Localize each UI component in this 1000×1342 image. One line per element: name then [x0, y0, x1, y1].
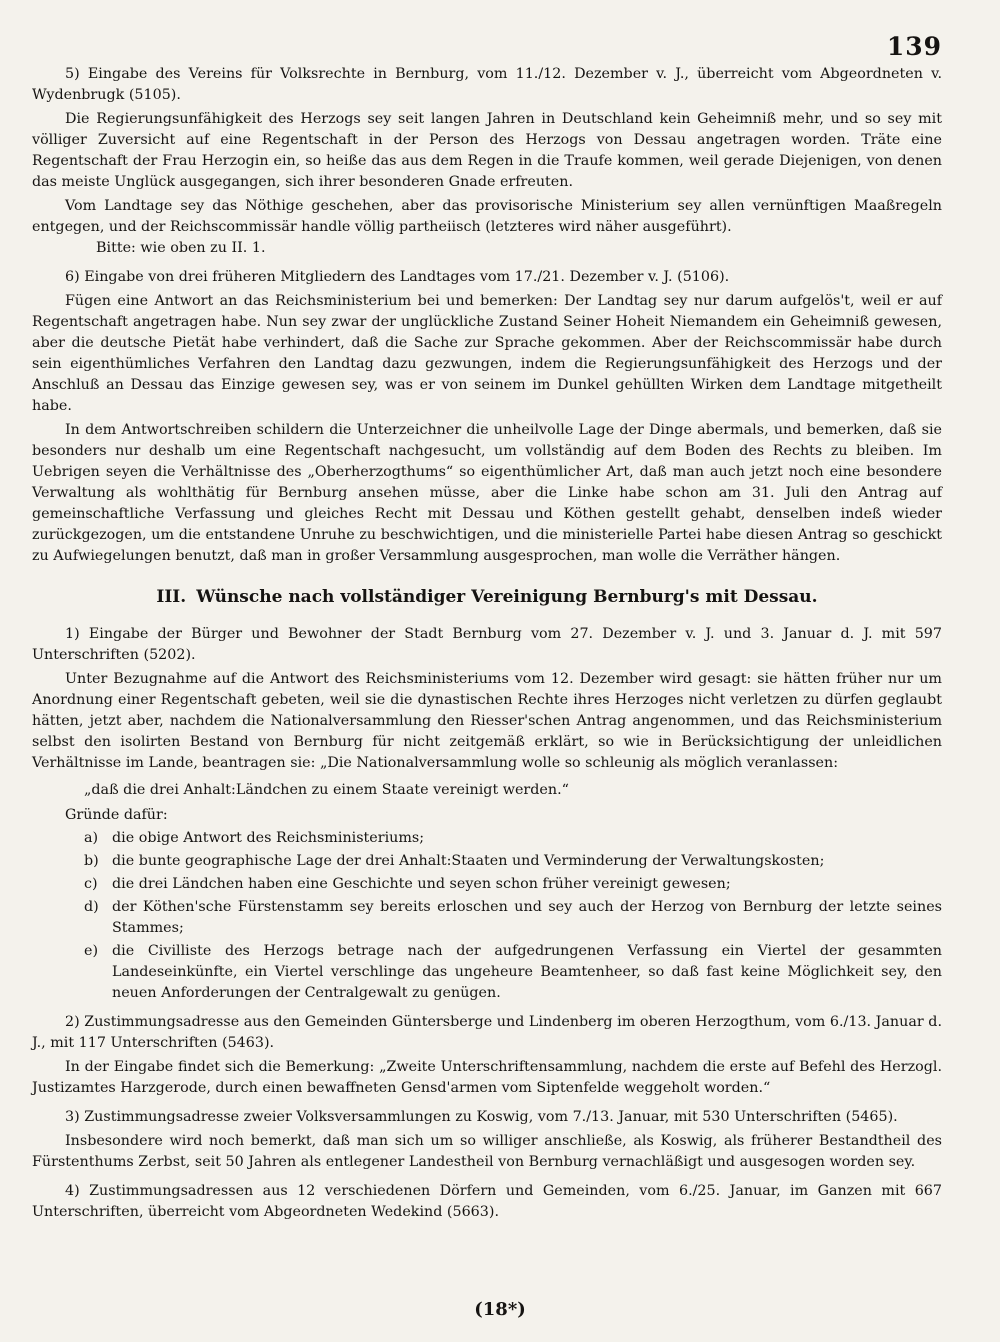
reason-item	[32, 874, 942, 895]
entry-heading: 1) Eingabe der Bürger und Bewohner der Stadt Bernburg vom 27. Dezember v. J. und 3. Januar d. J. mit 597 Unterschriften (5202).	[32, 626, 942, 663]
section-title: Wünsche nach vollständiger Vereinigung Bernburg's mit Dessau.	[196, 587, 818, 607]
entry-paragraph: In der Eingabe findet sich die Bemerkung: „Zweite Unterschriftensammlung, nachdem die erste auf Befehl des Herzogl. Justizamtes Harzgerode, durch einen bewaffneten Gensd'armen vom Siptenfelde weggeholt worden.“	[32, 1059, 942, 1096]
printer-signature: (18*)	[474, 1299, 526, 1320]
reason-letter: b)	[84, 853, 99, 869]
entry-paragraph: Die Regierungsunfähigkeit des Herzogs sey seit langen Jahren in Deutschland kein Geheimniß mehr, und so sey mit völliger Zuversicht auf eine Regentschaft in der Person des Herzogs von Dessau angetragen worden. Träte eine Regentschaft der Frau Herzogin ein, so heiße das aus dem Regen in die Traufe kommen, weil gerade Diejenigen, von denen das meiste Unglück ausgegangen, sich ihrer besonderen Gnade erfreuten.	[32, 111, 942, 190]
reason-text: die bunte geographische Lage der drei Anhalt:Staaten und Verminderung der Verwaltungskosten;	[112, 853, 825, 869]
reason-item	[32, 828, 942, 849]
reason-text: die obige Antwort des Reichsministeriums;	[112, 830, 425, 846]
entry-heading: 2) Zustimmungsadresse aus den Gemeinden Güntersberge und Lindenberg im oberen Herzogthum, vom 6./13. Januar d. J., mit 117 Unterschriften (5463).	[32, 1014, 942, 1051]
reason-letter: c)	[84, 876, 98, 892]
section-heading	[32, 587, 942, 608]
reason-item	[32, 851, 942, 872]
quoted-demand: „daß die drei Anhalt:Ländchen zu einem Staate vereinigt werden.“	[84, 782, 569, 798]
entry-paragraph: Unter Bezugnahme auf die Antwort des Reichsministeriums vom 12. Dezember wird gesagt: sie hätten früher nur um Anordnung einer Regentschaft gebeten, weil sie die dynastischen Rechte ihres Herzoges nicht verletzen zu dürfen geglaubt hätten, jetzt aber, nachdem die Nationalversammlung den Riesser'schen Antrag angenommen, und das Reichsministerium selbst den isolirten Bestand von Bernburg für nicht zeitgemäß erklärt, so wie in Berücksichtigung der unleidlichen Verhältnisse im Lande, beantragen sie: „Die Nationalversammlung wolle so schleunig als möglich veranlassen:	[32, 671, 942, 771]
section-number: III.	[156, 587, 187, 607]
reason-letter: d)	[84, 899, 99, 915]
reason-text: die drei Ländchen haben eine Geschichte und seyen schon früher vereinigt gewesen;	[112, 876, 731, 892]
entry-paragraph: In dem Antwortschreiben schildern die Unterzeichner die unheilvolle Lage der Dinge abermals, und bemerken, daß sie besonders nur deshalb um eine Regentschaft nachgesucht, um vollständig auf dem Boden des Rechts zu bleiben. Im Uebrigen seyen die Verhältnisse des „Oberherzogthums“ so eigenthümlicher Art, daß man auch jetzt noch eine besondere Verwaltung als wohlthätig für Bernburg ansehen müsse, aber die Linke habe schon am 31. Juli den Antrag auf gemeinschaftliche Verfassung und gleiches Recht mit Dessau und Köthen gestellt gehabt, denselben indeß wieder zurückgezogen, um die entstandene Unruhe zu beschwichtigen, und die ministerielle Partei habe diesen Antrag so geschickt zu Aufwiegelungen benutzt, daß man in großer Versammlung ausgesprochen, man wolle die Verräther hängen.	[32, 422, 942, 564]
reason-letter: a)	[84, 830, 99, 846]
reason-letter: e)	[84, 943, 99, 959]
reason-text: die Civilliste des Herzogs betrage nach der aufgedrungenen Verfassung ein Viertel der gesammten Landeseinkünfte, ein Viertel verschlinge das ungeheure Beamtenheer, so daß fast keine Möglichkeit sey, den neuen Anforderungen der Centralgewalt zu genügen.	[112, 943, 942, 1001]
reason-item	[32, 897, 942, 939]
entry-paragraph: Fügen eine Antwort an das Reichsministerium bei und bemerken: Der Landtag sey nur darum aufgelös't, weil er auf Regentschaft angetragen habe. Nun sey zwar der unglückliche Zustand Seiner Hoheit Niemandem ein Geheimniß gewesen, aber die deutsche Pietät habe verhindert, daß die Sache zur Sprache gekommen. Aber der Reichscommissär habe durch sein eigenthümliches Verfahren den Landtag dazu gezwungen, indem die Regierungsunfähigkeit des Herzogs und der Anschluß an Dessau das Einzige gewesen sey, was er von seinem im Dunkel gehüllten Wirken dem Landtage mitgetheilt habe.	[32, 293, 942, 414]
entry-paragraph: Vom Landtage sey das Nöthige geschehen, aber das provisorische Ministerium sey allen vernünftigen Maaßregeln entgegen, und der Reichscommissär handle völlig partheiisch (letzteres wird näher ausgeführt).	[32, 198, 942, 235]
reason-item	[32, 941, 942, 1004]
page-number: 139	[886, 32, 942, 61]
grounds-label: Gründe dafür:	[65, 807, 168, 823]
entry-paragraph: Insbesondere wird noch bemerkt, daß man sich um so williger anschließe, als Koswig, als früherer Bestandtheil des Fürstenthums Zerbst, seit 50 Jahren als entlegener Landestheil von Bernburg vernachläßigt und ausgesogen worden sey.	[32, 1133, 942, 1170]
entry-heading: 4) Zustimmungsadressen aus 12 verschiedenen Dörfern und Gemeinden, vom 6./25. Januar, im Ganzen mit 667 Unterschriften, überreicht vom Abgeordneten Wedekind (5663).	[32, 1183, 942, 1220]
entry-heading: 6) Eingabe von drei früheren Mitgliedern des Landtages vom 17./21. Dezember v. J. (5106).	[65, 269, 730, 285]
document-body	[32, 64, 942, 1223]
entry-heading: 5) Eingabe des Vereins für Volksrechte in Bernburg, vom 11./12. Dezember v. J., überreicht vom Abgeordneten v. Wydenbrugk (5105).	[32, 66, 942, 103]
reason-text: der Köthen'sche Fürstenstamm sey bereits erloschen und sey auch der Herzog von Bernburg der letzte seines Stammes;	[112, 899, 942, 936]
entry-heading: 3) Zustimmungsadresse zweier Volksversammlungen zu Koswig, vom 7./13. Januar, mit 530 Unterschriften (5465).	[65, 1109, 898, 1125]
request-line: Bitte: wie oben zu II. 1.	[96, 240, 266, 256]
